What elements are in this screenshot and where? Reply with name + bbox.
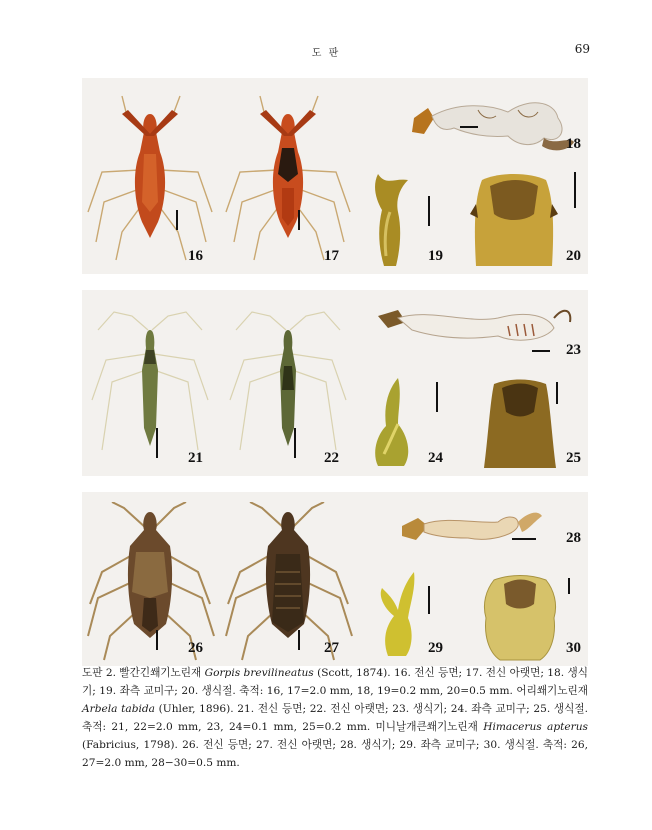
figure-label-22: 22: [324, 450, 339, 466]
scale-bar-18: [460, 126, 478, 128]
scale-bar-24: [436, 382, 438, 412]
scale-bar-20: [574, 172, 576, 208]
figure-label-16: 16: [188, 248, 203, 264]
figure-label-27: 27: [324, 640, 339, 656]
specimen-26-dorsal-image: [82, 502, 220, 662]
caption-part-1: 도판 2. 빨간긴쐐기노린재: [82, 667, 205, 679]
figure-label-29: 29: [428, 640, 443, 656]
clasper-24-image: [368, 374, 428, 470]
running-header-title: 도 판: [311, 48, 341, 59]
scale-bar-30: [568, 578, 570, 594]
figure-label-26: 26: [188, 640, 203, 656]
scale-bar-28: [512, 538, 536, 540]
clasper-19-image: [364, 166, 424, 270]
genital-segment-20-image: [468, 170, 560, 272]
scale-bar-16: [176, 210, 178, 230]
plate-caption: [82, 664, 588, 772]
figure-label-17: 17: [324, 248, 339, 264]
genitalia-28-image: [358, 502, 588, 562]
specimen-21-dorsal-image: [82, 300, 220, 460]
figure-label-28: 28: [566, 530, 581, 546]
specimen-17-ventral-image: [220, 92, 358, 262]
scale-bar-19: [428, 196, 430, 226]
figure-label-19: 19: [428, 248, 443, 264]
specimen-27-ventral-image: [220, 502, 358, 662]
species-name-arbela: Arbela tabida: [82, 703, 155, 715]
caption-part-2: (Scott, 1874). 16. 전신 등면; 17. 전신 아랫면; 18. 생식기; 19. 좌측 교미구; 20. 생식절. 축적: 16, 17=2.0 mm, 18, 19=0.2 mm, 20=0.5 mm. 어리쐐기노린재: [82, 667, 589, 697]
genital-segment-30-image: [480, 574, 560, 662]
scale-bar-17: [298, 210, 300, 230]
figure-plate: [82, 78, 588, 666]
figure-label-21: 21: [188, 450, 203, 466]
caption-part-4: (Fabricius, 1798). 26. 전신 등면; 27. 전신 아랫면; 28. 생식기; 29. 좌측 교미구; 30. 생식절. 축적: 26, 27=2.0 mm, 28−30=0.5 mm.: [82, 739, 588, 769]
caption-part-3: (Uhler, 1896). 21. 전신 등면; 22. 전신 아랫면; 23. 생식기; 24. 좌측 교미구; 25. 생식절. 축적: 21, 22=2.0 mm, 23, 24=0.1 mm, 25=0.2 mm. 미니날개큰쐐기노린재: [82, 703, 588, 733]
scale-bar-29: [428, 586, 430, 614]
specimen-16-dorsal-image: [82, 92, 220, 262]
species-name-himacerus: Himacerus apterus: [483, 721, 588, 733]
figure-label-20: 20: [566, 248, 581, 264]
clasper-29-image: [374, 570, 428, 660]
genital-segment-25-image: [480, 378, 560, 470]
scale-bar-21: [156, 428, 158, 458]
page-number: 69: [574, 42, 590, 56]
scale-bar-22: [294, 428, 296, 458]
scale-bar-27: [298, 630, 300, 650]
figure-label-24: 24: [428, 450, 443, 466]
scale-bar-25: [556, 382, 558, 404]
figure-label-25: 25: [566, 450, 581, 466]
genitalia-18-image: [358, 88, 588, 158]
scale-bar-23: [532, 350, 550, 352]
scale-bar-26: [156, 630, 158, 650]
specimen-22-ventral-image: [220, 300, 358, 460]
species-name-gorpis: Gorpis brevilineatus: [204, 667, 314, 679]
figure-label-30: 30: [566, 640, 581, 656]
genitalia-23-image: [358, 296, 588, 356]
figure-label-23: 23: [566, 342, 581, 358]
figure-label-18: 18: [566, 136, 581, 152]
